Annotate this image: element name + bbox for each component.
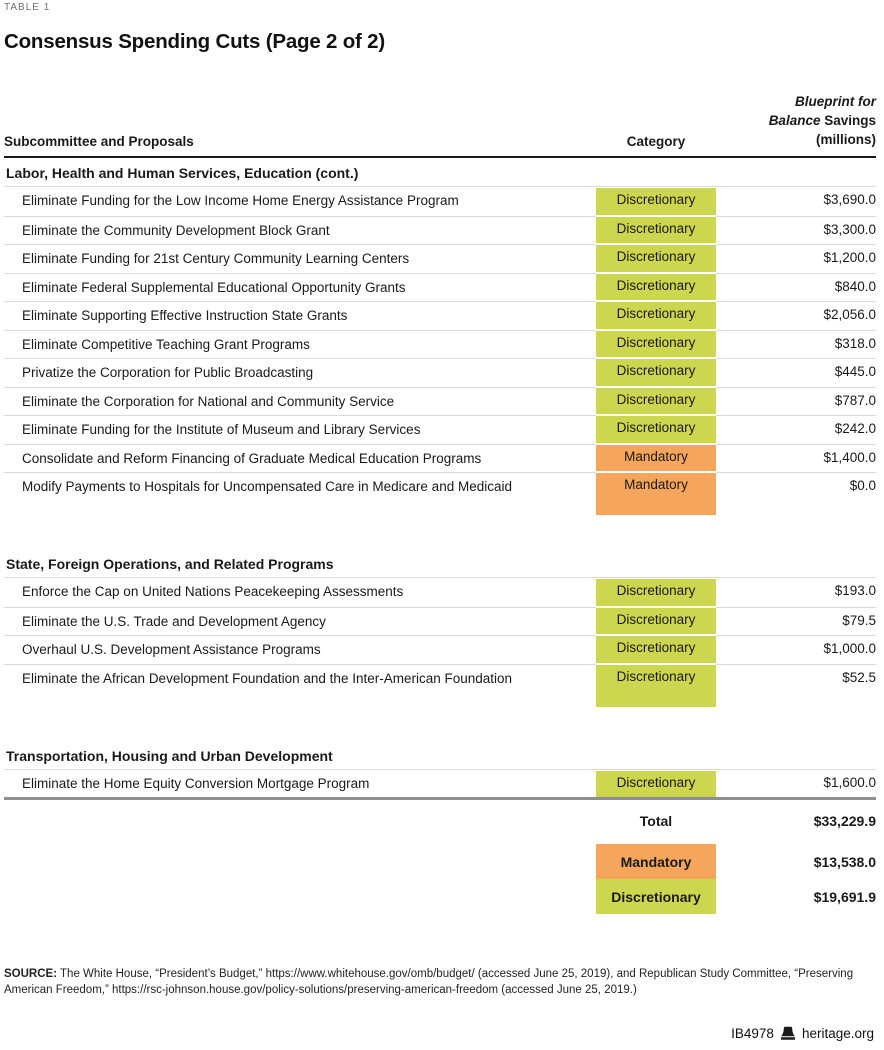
savings-value: $3,300.0 [716,216,876,245]
table-number-eyebrow: TABLE 1 [4,2,51,13]
category-badge: Discretionary [596,636,716,663]
category-badge: Discretionary [596,302,716,329]
savings-value: $79.5 [716,607,876,636]
savings-value: $2,056.0 [716,301,876,330]
savings-value: $3,690.0 [823,192,876,207]
proposal-cell: Modify Payments to Hospitals for Uncompensated Care in Medicare and Medicaid [4,472,596,516]
savings-value: $318.0 [716,330,876,359]
table-row [4,216,876,245]
section-heading: Transportation, Housing and Urban Development [4,741,876,770]
proposal-cell: Eliminate Supporting Effective Instruction State Grants [4,301,596,330]
table-row [4,664,876,708]
category-badge: Discretionary [596,274,716,301]
savings-value: $1,200.0 [716,244,876,273]
total-label: Total [639,813,673,829]
table-row [4,444,876,473]
site-name: heritage.org [801,1026,874,1041]
column-header-savings: Blueprint for Balance Savings (millions) [768,94,876,147]
table-row [4,770,876,799]
heritage-bell-icon [780,1026,796,1041]
savings-value: $193.0 [834,583,876,598]
table-row [4,607,876,636]
mandatory-total-value: $13,538.0 [813,853,876,870]
column-header-proposals: Subcommittee and Proposals [4,134,194,149]
category-badge: Discretionary [596,665,716,707]
table-row [4,578,876,607]
proposal-cell: Eliminate the U.S. Trade and Development Agency [4,607,596,636]
table-row [4,187,876,216]
proposal-cell: Eliminate the Community Development Block Grant [4,216,596,245]
discretionary-total-row [4,879,876,914]
savings-value: $1,600.0 [823,774,876,790]
table-row [4,358,876,387]
table-row [4,415,876,444]
category-badge: Mandatory [596,445,716,472]
table-section-transportation-hud [4,741,876,799]
category-badge: Discretionary [596,188,716,215]
category-badge: Discretionary [596,245,716,272]
totals-block [4,806,876,914]
proposal-cell: Eliminate Funding for the Low Income Home Energy Assistance Program [22,193,459,208]
table-row [4,635,876,664]
savings-value: $242.0 [716,415,876,444]
proposal-cell: Eliminate the African Development Foundation and the Inter-American Foundation [4,664,596,708]
table-row [4,330,876,359]
page-title: Consensus Spending Cuts (Page 2 of 2) [4,30,386,53]
proposal-cell: Enforce the Cap on United Nations Peacekeeping Assessments [22,584,404,599]
proposal-cell: Eliminate Competitive Teaching Grant Programs [4,330,596,359]
table-section-labor-hhs-education [4,158,876,516]
data-table [4,158,876,914]
category-badge: Discretionary [596,771,716,798]
category-badge: Discretionary [596,608,716,635]
savings-value: $52.5 [716,664,876,708]
table-row [4,273,876,302]
discretionary-total-badge: Discretionary [596,879,716,914]
savings-value: $1,400.0 [716,444,876,473]
column-header-category: Category [626,134,686,149]
source-label: SOURCE: [4,968,58,980]
savings-value: $787.0 [716,387,876,416]
footer-brandline [731,1026,874,1041]
category-badge: Discretionary [596,416,716,443]
report-id: IB4978 [731,1026,774,1041]
table-row [4,244,876,273]
proposal-cell: Eliminate the Home Equity Conversion Mortgage Program [22,775,370,791]
table-header-row [4,92,876,158]
section-heading: State, Foreign Operations, and Related Programs [4,549,876,578]
proposal-cell: Eliminate the Corporation for National and Community Service [4,387,596,416]
savings-value: $0.0 [716,472,876,516]
category-badge: Discretionary [596,388,716,415]
category-badge: Discretionary [596,217,716,244]
proposal-cell: Eliminate Funding for 21st Century Community Learning Centers [4,244,596,273]
proposal-cell: Eliminate Funding for the Institute of Museum and Library Services [4,415,596,444]
proposal-cell: Privatize the Corporation for Public Broadcasting [4,358,596,387]
proposal-cell: Eliminate Federal Supplemental Educational Opportunity Grants [4,273,596,302]
savings-value: $445.0 [716,358,876,387]
table-row [4,472,876,516]
mandatory-total-badge: Mandatory [596,844,716,879]
savings-value: $840.0 [716,273,876,302]
section-heading: Labor, Health and Human Services, Education (cont.) [4,158,876,187]
total-value: $33,229.9 [813,813,876,829]
category-badge: Mandatory [596,473,716,515]
category-badge: Discretionary [596,579,716,606]
source-note: SOURCE: The White House, “President’s Budget,” https://www.whitehouse.gov/omb/budget/ (accessed June 25, 2019), and Republican Study Committee, “Preserving American Freedom,” https://rsc-johnson.house.gov/policy-solutions/preserving-american-freedom (accessed June 25, 2019.) [4,968,854,996]
savings-value: $1,000.0 [716,635,876,664]
mandatory-total-row [4,844,876,879]
table-row [4,301,876,330]
category-badge: Discretionary [596,359,716,386]
category-badge: Discretionary [596,331,716,358]
proposal-cell: Overhaul U.S. Development Assistance Programs [4,635,596,664]
table-row [4,387,876,416]
total-row [4,806,876,836]
proposal-cell: Consolidate and Reform Financing of Graduate Medical Education Programs [4,444,596,473]
table-section-state-foreign-ops [4,549,876,708]
discretionary-total-value: $19,691.9 [813,888,876,905]
